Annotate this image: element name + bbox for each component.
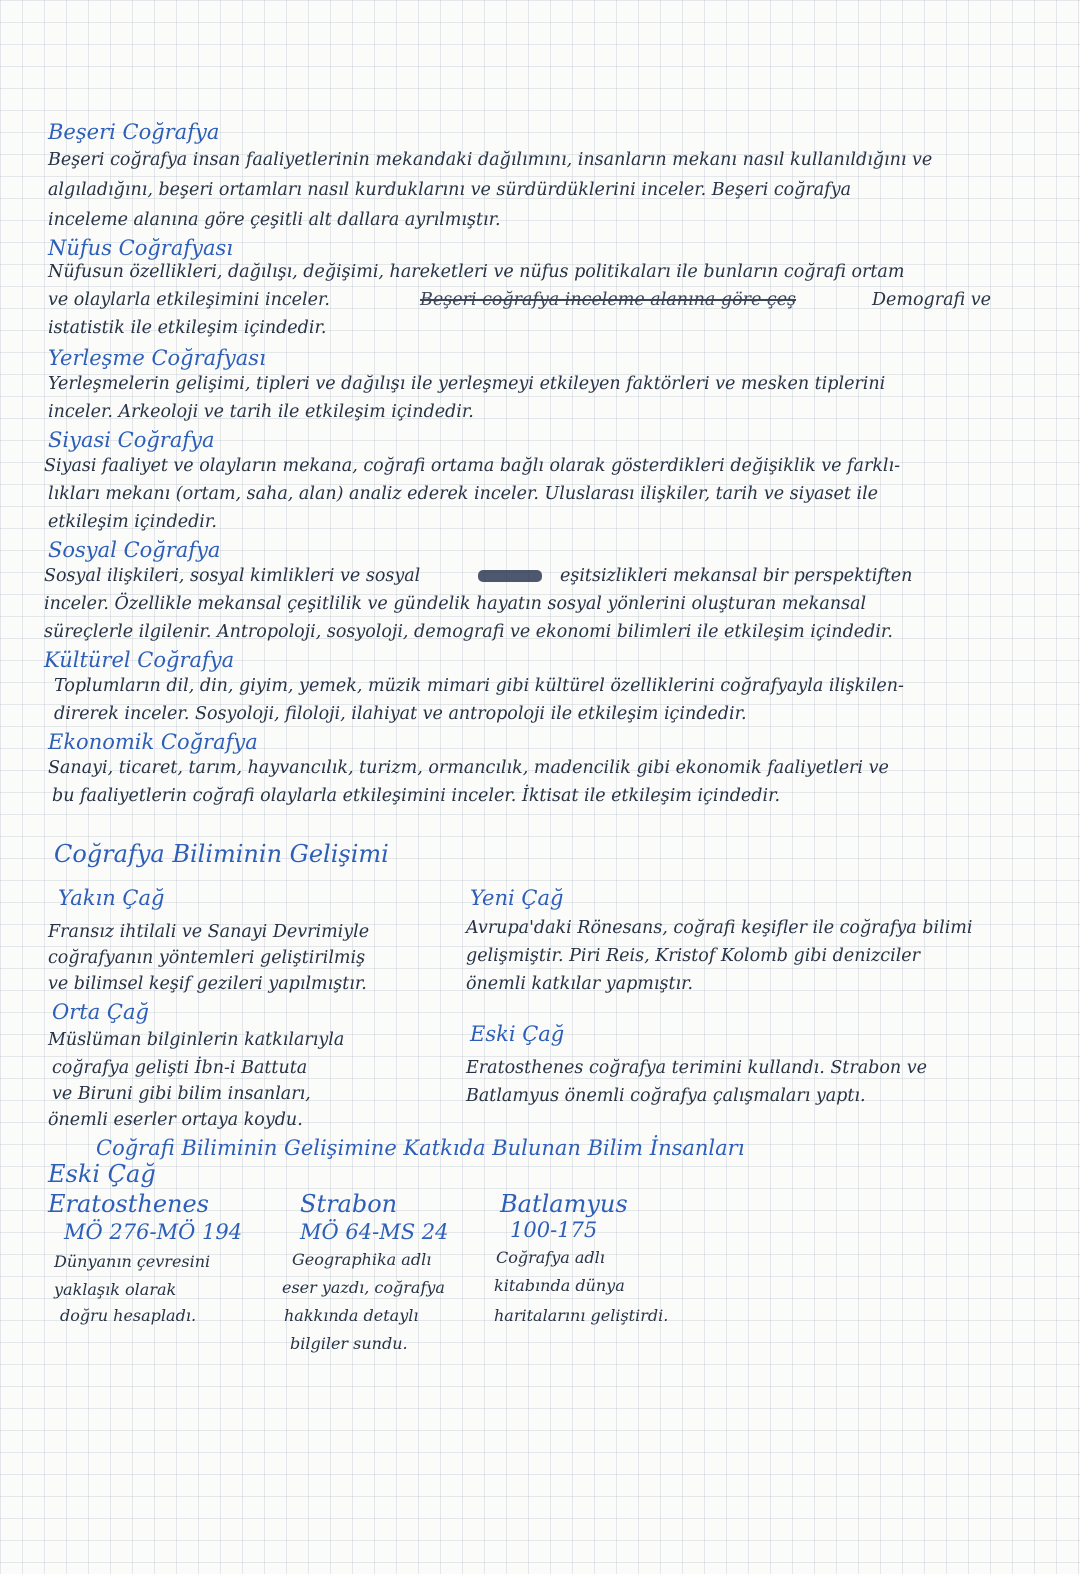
scientist-dates: 100-175	[510, 1218, 598, 1242]
period-line: Fransız ihtilali ve Sanayi Devrimiyle	[48, 922, 370, 942]
period-line: önemli katkılar yapmıştır.	[466, 974, 694, 994]
section-line: algıladığını, beşeri ortamları nasıl kurduklarını ve sürdürdüklerini inceler. Beşeri coğrafya	[48, 180, 852, 200]
section-title-nufus: Nüfus Coğrafyası	[48, 236, 234, 260]
period-title: Eski Çağ	[470, 1022, 565, 1046]
scientist-line: Dünyanın çevresini	[54, 1252, 211, 1271]
section-title-ekonomik: Ekonomik Coğrafya	[48, 730, 258, 754]
scientist-line: hakkında detaylı	[284, 1306, 419, 1325]
period-title: Yakın Çağ	[58, 886, 165, 910]
section-line: inceler. Özellikle mekansal çeşitlilik ve gündelik hayatın sosyal yönlerini oluşturan mekansal	[44, 594, 867, 614]
scientist-name: Strabon	[300, 1190, 398, 1218]
section-line: direrek inceler. Sosyoloji, filoloji, ilahiyat ve antropoloji ile etkileşim içindedir.	[54, 704, 747, 724]
period-line: ve bilimsel keşif gezileri yapılmıştır.	[48, 974, 367, 994]
section-line: Nüfusun özellikleri, dağılışı, değişimi, hareketleri ve nüfus politikaları ile bunların coğrafi ortam	[48, 262, 905, 282]
period-line: Eratosthenes coğrafya terimini kullandı. Strabon ve	[466, 1058, 927, 1078]
section-line: eşitsizlikleri mekansal bir perspektiften	[560, 566, 913, 586]
section-title-kulturel: Kültürel Coğrafya	[44, 648, 235, 672]
section-title-yerlesme: Yerleşme Coğrafyası	[48, 346, 266, 370]
scientist-name: Batlamyus	[500, 1190, 628, 1218]
scientist-line: haritalarını geliştirdi.	[494, 1306, 669, 1325]
section-line: ve olaylarla etkileşimini inceler.	[48, 290, 330, 310]
period-line: gelişmiştir. Piri Reis, Kristof Kolomb gibi denizciler	[466, 946, 921, 966]
section-line: inceler. Arkeoloji ve tarih ile etkileşim içindedir.	[48, 402, 474, 422]
scientist-line: Geographika adlı	[292, 1250, 432, 1269]
scientist-dates: MÖ 64-MS 24	[300, 1220, 449, 1244]
period-title: Yeni Çağ	[470, 886, 564, 910]
section-line: bu faaliyetlerin coğrafi olaylarla etkileşimini inceler. İktisat ile etkileşim içindedir.	[52, 786, 781, 806]
period-line: Batlamyus önemli coğrafya çalışmaları yaptı.	[466, 1086, 866, 1106]
scientist-line: yaklaşık olarak	[54, 1280, 177, 1299]
section-line: Sosyal ilişkileri, sosyal kimlikleri ve sosyal	[44, 566, 421, 586]
section-line: Siyasi faaliyet ve olayların mekana, coğrafi ortama bağlı olarak gösterdikleri değişiklik ve farklı-	[44, 456, 901, 476]
section-line: Demografi ve	[872, 290, 991, 310]
section-title-beseri: Beşeri Coğrafya	[48, 120, 220, 144]
scientist-line: kitabında dünya	[494, 1276, 625, 1295]
development-title: Coğrafya Biliminin Gelişimi	[54, 840, 389, 868]
section-line: istatistik ile etkileşim içindedir.	[48, 318, 327, 338]
period-line: ve Biruni gibi bilim insanları,	[52, 1084, 311, 1104]
period-line: Müslüman bilginlerin katkılarıyla	[48, 1030, 345, 1050]
scientist-dates: MÖ 276-MÖ 194	[64, 1220, 243, 1244]
scientist-line: Coğrafya adlı	[496, 1248, 605, 1267]
section-line: lıkları mekanı (ortam, saha, alan) analiz ederek inceler. Uluslarası ilişkiler, tarih ve siyaset ile	[48, 484, 879, 504]
section-title-sosyal: Sosyal Coğrafya	[48, 538, 221, 562]
scientist-line: doğru hesapladı.	[60, 1306, 197, 1325]
section-line: etkileşim içindedir.	[48, 512, 217, 532]
section-line: Beşeri coğrafya insan faaliyetlerinin mekandaki dağılımını, insanların mekanı nasıl kullanıldığını ve	[48, 150, 933, 170]
scientists-era: Eski Çağ	[48, 1160, 156, 1188]
section-title-siyasi: Siyasi Coğrafya	[48, 428, 215, 452]
section-line: inceleme alanına göre çeşitli alt dallara ayrılmıştır.	[48, 210, 501, 230]
scientist-line: eser yazdı, coğrafya	[282, 1278, 445, 1297]
period-line: coğrafyanın yöntemleri geliştirilmiş	[48, 948, 366, 968]
period-line: Avrupa'daki Rönesans, coğrafi keşifler ile coğrafya bilimi	[466, 918, 973, 938]
scribbled-out-word	[478, 570, 542, 582]
struck-text: Beşeri coğrafya inceleme alanına göre çeş	[420, 290, 797, 310]
scientists-title: Coğrafi Biliminin Gelişimine Katkıda Bulunan Bilim İnsanları	[96, 1136, 745, 1160]
scientist-line: bilgiler sundu.	[290, 1334, 408, 1353]
section-line: Toplumların dil, din, giyim, yemek, müzik mimari gibi kültürel özelliklerini coğrafyayla ilişkilen-	[54, 676, 904, 696]
section-line: Yerleşmelerin gelişimi, tipleri ve dağılışı ile yerleşmeyi etkileyen faktörleri ve mesken tiplerini	[48, 374, 886, 394]
period-line: coğrafya gelişti İbn-i Battuta	[52, 1058, 308, 1078]
section-line: Sanayi, ticaret, tarım, hayvancılık, turizm, ormancılık, madencilik gibi ekonomik faaliyetleri ve	[48, 758, 889, 778]
period-title: Orta Çağ	[52, 1000, 149, 1024]
scientist-name: Eratosthenes	[48, 1190, 209, 1218]
period-line: önemli eserler ortaya koydu.	[48, 1110, 303, 1130]
section-line: süreçlerle ilgilenir. Antropoloji, sosyoloji, demografi ve ekonomi bilimleri ile etkileşim içindedir.	[44, 622, 893, 642]
